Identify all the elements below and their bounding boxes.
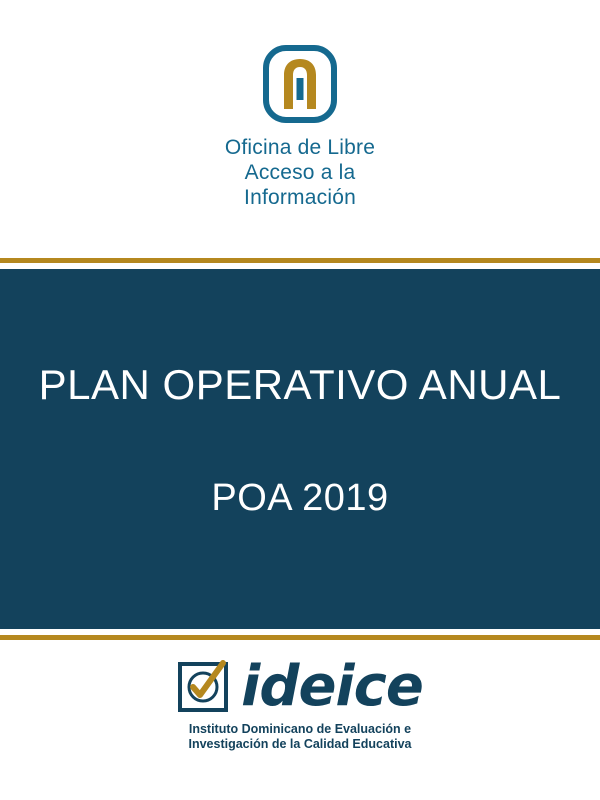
ideice-tagline bbox=[189, 722, 412, 752]
title-band bbox=[0, 269, 600, 629]
ideice-tagline-line-1: Instituto Dominicano de Evaluación e bbox=[188, 722, 412, 736]
ideice-wordmark: ideice bbox=[241, 654, 423, 719]
org-name-line-3: Información bbox=[244, 186, 356, 209]
ideice-check-shield-icon bbox=[177, 658, 239, 716]
ideice-logo bbox=[177, 654, 423, 719]
org-name-line-1: Oficina de Libre bbox=[224, 136, 376, 159]
ideice-tagline-line-2: Investigación de la Calidad Educativa bbox=[188, 737, 412, 751]
org-name-line-2: Acceso a la bbox=[244, 161, 356, 184]
header-block bbox=[0, 0, 600, 258]
footer-block bbox=[0, 640, 600, 800]
oai-building-icon bbox=[263, 45, 337, 123]
page-title: PLAN OPERATIVO ANUAL bbox=[38, 361, 562, 408]
org-name bbox=[225, 135, 375, 210]
page-subtitle: POA 2019 bbox=[211, 477, 389, 519]
